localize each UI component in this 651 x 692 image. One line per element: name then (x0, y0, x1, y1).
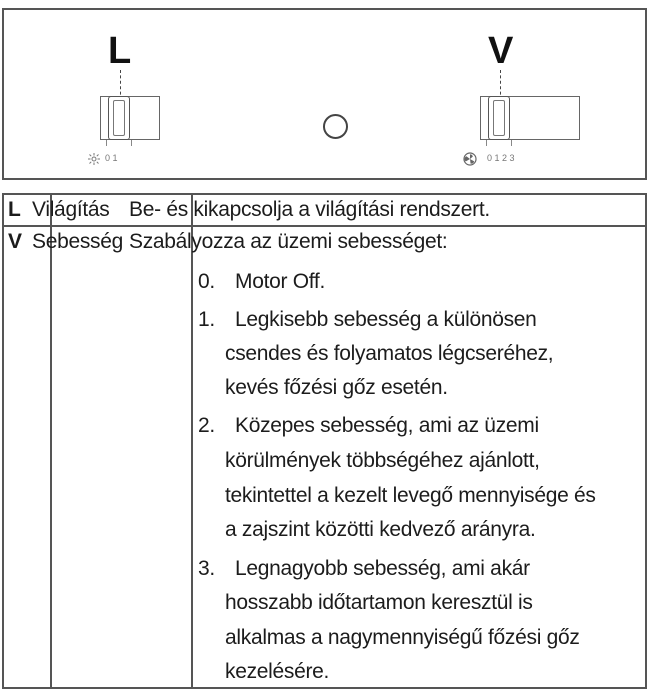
speed-step-text: kezelésére. (225, 660, 330, 683)
row-key-l: L (8, 198, 21, 221)
speed-switch-knob[interactable] (488, 96, 510, 140)
table-border-left (2, 193, 4, 689)
table-column-divider (191, 193, 193, 689)
indicator-ring-icon (323, 114, 348, 139)
fan-icon (463, 152, 477, 166)
row-description-speed: Szabályozza az üzemi sebességet: (129, 230, 448, 253)
speed-step-text: Legkisebb sebesség a különösen (235, 308, 537, 331)
speed-step-text: alkalmas a nagymennyiségű főzési gőz (225, 626, 580, 649)
light-switch-label: L (108, 30, 132, 72)
speed-step-text: körülmények többségéhez ajánlott, (225, 449, 540, 472)
speed-switch-label: V (488, 30, 514, 72)
light-switch-knob[interactable] (108, 96, 130, 140)
light-scale-label: 0 1 (105, 153, 118, 163)
speed-step-number: 2. (198, 414, 215, 437)
speed-step-number: 3. (198, 557, 215, 580)
speed-tick (486, 140, 487, 146)
table-border-right (645, 193, 647, 689)
row-term-speed: Sebesség (32, 230, 124, 253)
speed-step-text: a zajszint közötti kedvező arányra. (225, 518, 536, 541)
light-tick (106, 140, 107, 146)
speed-scale-label: 0 1 2 3 (487, 153, 515, 163)
speed-step-number: 1. (198, 308, 215, 331)
light-tick (131, 140, 132, 146)
row-description-lighting: Be- és kikapcsolja a világítási rendszert. (129, 198, 490, 221)
table-border-top (2, 193, 647, 195)
function-table (2, 193, 647, 689)
table-row-divider (2, 225, 647, 227)
row-key-v: V (8, 230, 22, 253)
speed-step-text: kevés főzési gőz esetén. (225, 376, 448, 399)
sun-icon (88, 153, 100, 165)
speed-tick (511, 140, 512, 146)
table-border-bottom (2, 687, 647, 689)
speed-step-text: tekintettel a kezelt levegő mennyisége és (225, 484, 596, 507)
table-column-divider (50, 193, 52, 689)
speed-step-text: Motor Off. (235, 270, 325, 293)
speed-step-number: 0. (198, 270, 215, 293)
speed-step-text: Közepes sebesség, ami az üzemi (235, 414, 539, 437)
speed-step-text: hosszabb időtartamon keresztül is (225, 591, 533, 614)
control-panel-diagram (2, 8, 647, 180)
speed-step-text: Legnagyobb sebesség, ami akár (235, 557, 530, 580)
speed-step-text: csendes és folyamatos légcseréhez, (225, 342, 554, 365)
row-term-lighting: Világítás (32, 198, 110, 221)
